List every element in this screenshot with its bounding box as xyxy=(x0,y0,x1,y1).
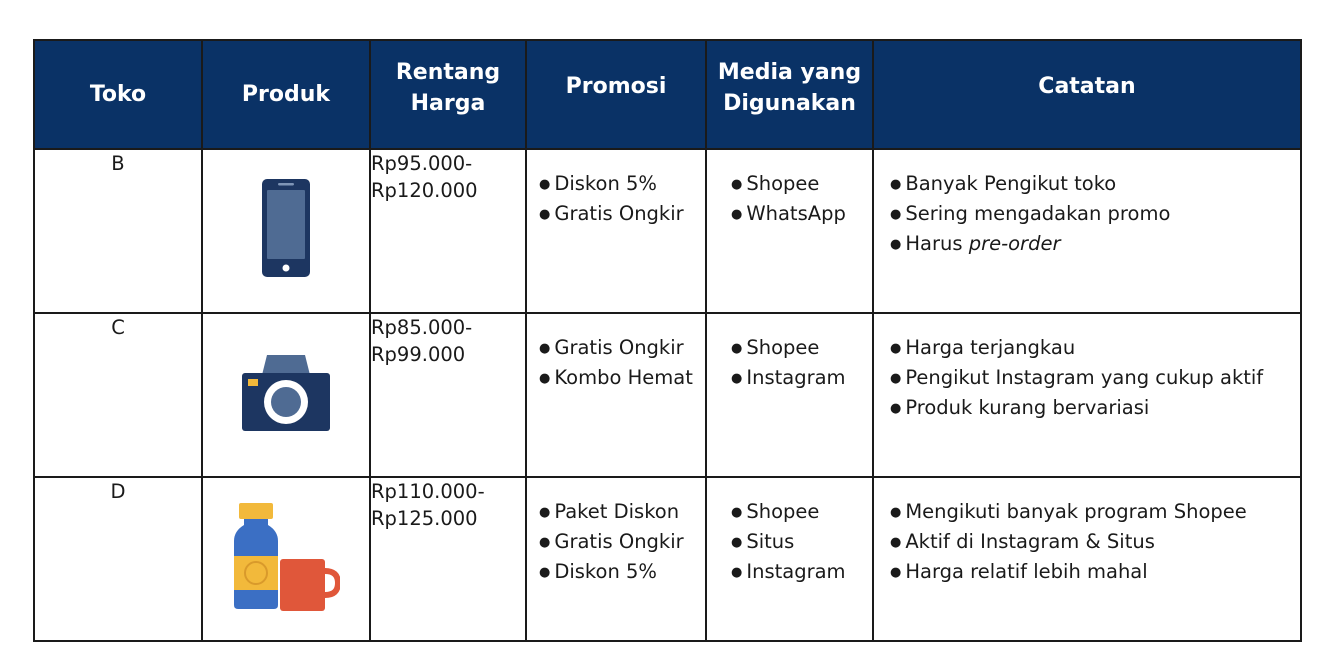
list-item: ● Pengikut Instagram yang cukup aktif xyxy=(890,364,1300,394)
list-item: ● Gratis Ongkir xyxy=(539,528,705,558)
header-promosi: Promosi xyxy=(526,40,706,149)
price-cell xyxy=(370,313,526,477)
list-item: ● Shopee xyxy=(731,498,872,528)
header-catatan: Catatan xyxy=(873,40,1301,149)
catatan-list xyxy=(874,478,1300,588)
list-item: ● Produk kurang bervariasi xyxy=(890,394,1300,424)
list-item: ● WhatsApp xyxy=(731,200,872,230)
media-cell xyxy=(706,313,873,477)
list-item xyxy=(890,230,1300,260)
media-list xyxy=(707,478,872,588)
price-max: Rp99.000 xyxy=(371,343,466,366)
catatan-list xyxy=(874,150,1300,260)
product-cell xyxy=(202,313,370,477)
price-cell xyxy=(370,477,526,641)
promosi-list xyxy=(527,150,705,230)
list-item: ● Mengikuti banyak program Shopee xyxy=(890,498,1300,528)
header-harga-line1: Rentang xyxy=(395,60,501,85)
list-item: ● Diskon 5% xyxy=(539,170,705,200)
list-item: ● Aktif di Instagram & Situs xyxy=(890,528,1300,558)
list-item: ● Sering mengadakan promo xyxy=(890,200,1300,230)
list-item: ● Gratis Ongkir xyxy=(539,334,705,364)
list-item: ● Kombo Hemat xyxy=(539,364,705,394)
header-harga-line2: Harga xyxy=(410,91,486,116)
list-item: ● Shopee xyxy=(731,170,872,200)
media-cell xyxy=(706,149,873,313)
list-item: ● Diskon 5% xyxy=(539,558,705,588)
note-italic: pre-order xyxy=(968,232,1061,255)
bottle-and-mug-icon xyxy=(232,501,340,611)
list-item: ● Harga relatif lebih mahal xyxy=(890,558,1300,588)
note-prefix: Harus xyxy=(905,232,969,255)
media-list xyxy=(707,314,872,394)
product-cell xyxy=(202,477,370,641)
list-item: ● Instagram xyxy=(731,558,872,588)
camera-icon xyxy=(240,351,332,433)
product-cell xyxy=(202,149,370,313)
promosi-list xyxy=(527,478,705,588)
header-produk: Produk xyxy=(202,40,370,149)
catatan-list xyxy=(874,314,1300,424)
list-item: ● Shopee xyxy=(731,334,872,364)
table-row xyxy=(34,149,1301,313)
header-media xyxy=(706,40,873,149)
catatan-cell xyxy=(873,313,1301,477)
promosi-cell xyxy=(526,313,706,477)
price-cell xyxy=(370,149,526,313)
promosi-list xyxy=(527,314,705,394)
toko-cell: C xyxy=(34,313,202,477)
header-media-line1: Media yang xyxy=(717,60,862,85)
list-item: ● Gratis Ongkir xyxy=(539,200,705,230)
table-row xyxy=(34,313,1301,477)
smartphone-icon xyxy=(260,177,312,279)
price-max: Rp125.000 xyxy=(371,507,478,530)
price-min: Rp85.000- xyxy=(371,316,473,339)
comparison-table xyxy=(33,39,1302,642)
list-item: ● Harga terjangkau xyxy=(890,334,1300,364)
media-list xyxy=(707,150,872,230)
table-row xyxy=(34,477,1301,641)
list-item: ● Banyak Pengikut toko xyxy=(890,170,1300,200)
price-min: Rp110.000- xyxy=(371,480,485,503)
catatan-cell xyxy=(873,149,1301,313)
list-item: ● Instagram xyxy=(731,364,872,394)
price-min: Rp95.000- xyxy=(371,152,473,175)
toko-cell: D xyxy=(34,477,202,641)
promosi-cell xyxy=(526,477,706,641)
toko-cell: B xyxy=(34,149,202,313)
header-toko: Toko xyxy=(34,40,202,149)
promosi-cell xyxy=(526,149,706,313)
media-cell xyxy=(706,477,873,641)
price-max: Rp120.000 xyxy=(371,179,478,202)
catatan-cell xyxy=(873,477,1301,641)
header-media-line2: Digunakan xyxy=(723,91,856,116)
header-rentang-harga xyxy=(370,40,526,149)
list-item: ● Situs xyxy=(731,528,872,558)
header-row xyxy=(34,40,1301,149)
list-item: ● Paket Diskon xyxy=(539,498,705,528)
